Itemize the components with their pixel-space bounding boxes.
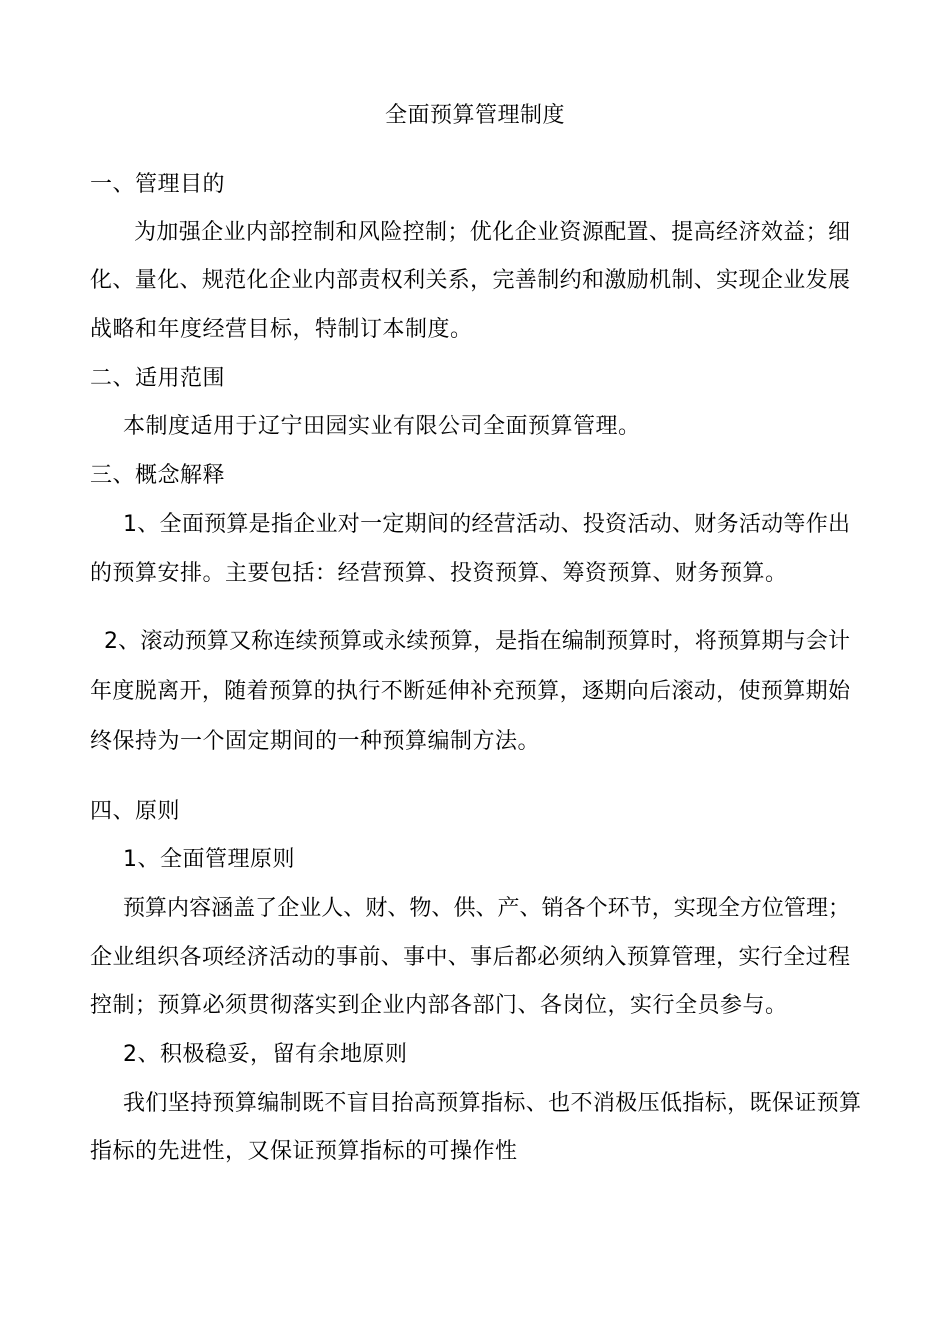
section-heading-concepts: 三、概念解释 [90,463,226,488]
paragraph-line: 年度脱离开，随着预算的执行不断延伸补充预算，逐期向后滚动，使预算期始 [90,679,850,704]
paragraph-line: 控制；预算必须贯彻落实到企业内部各部门、各岗位，实行全员参与。 [90,993,788,1018]
paragraph-line: 化、量化、规范化企业内部责权利关系，完善制约和激励机制、实现企业发展 [90,268,850,293]
subheading-comprehensive: 1、全面管理原则 [123,847,295,872]
paragraph-line: 终保持为一个固定期间的一种预算编制方法。 [90,729,541,754]
document-title: 全面预算管理制度 [384,103,565,128]
paragraph-line: 预算内容涵盖了企业人、财、物、供、产、销各个环节，实现全方位管理； [123,896,850,921]
paragraph-line: 的预算安排。主要包括：经营预算、投资预算、筹资预算、财务预算。 [90,561,788,586]
paragraph-line: 本制度适用于辽宁田园实业有限公司全面预算管理。 [123,414,641,439]
paragraph-line: 为加强企业内部控制和风险控制；优化企业资源配置、提高经济效益；细 [134,220,850,245]
paragraph-line: 我们坚持预算编制既不盲目抬高预算指标、也不消极压低指标，既保证预算 [123,1091,861,1116]
paragraph-line: 1、全面预算是指企业对一定期间的经营活动、投资活动、财务活动等作出 [123,512,850,537]
paragraph-line: 企业组织各项经济活动的事前、事中、事后都必须纳入预算管理，实行全过程 [90,945,850,970]
section-heading-principles: 四、原则 [90,799,181,824]
subheading-prudent: 2、积极稳妥，留有余地原则 [123,1042,408,1067]
paragraph-line: 战略和年度经营目标，特制订本制度。 [90,317,473,342]
paragraph-line: 指标的先进性，又保证预算指标的可操作性 [90,1139,518,1164]
paragraph-line: 2、滚动预算又称连续预算或永续预算，是指在编制预算时，将预算期与会计 [104,629,850,654]
section-heading-scope: 二、适用范围 [90,366,226,391]
section-heading-purpose: 一、管理目的 [90,172,226,197]
